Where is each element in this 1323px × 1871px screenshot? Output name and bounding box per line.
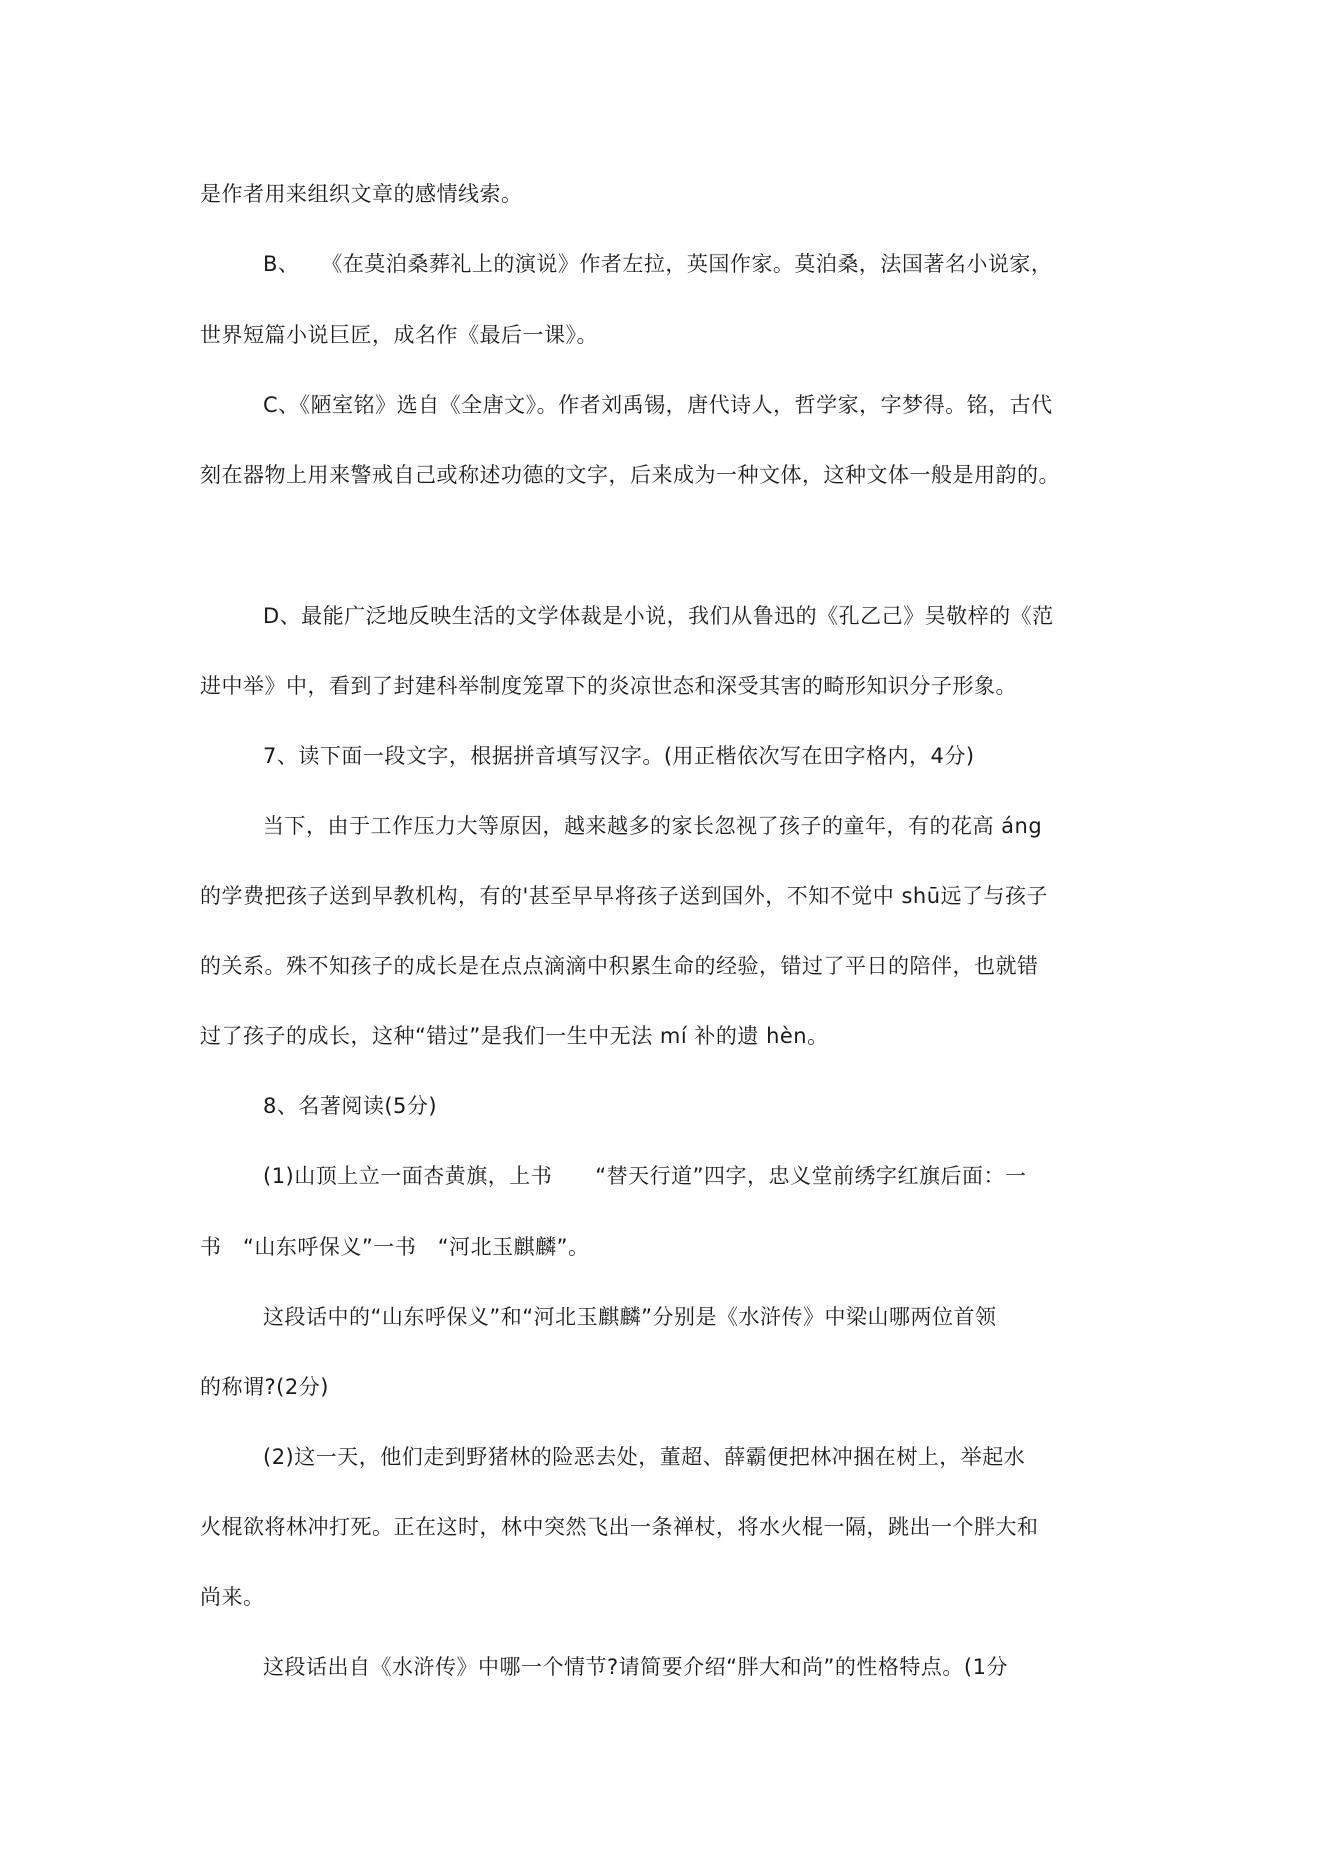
question-7-passage-line-3: 的关系。殊不知孩子的成长是在点点滴滴中积累生命的经验，错过了平日的陪伴，也就错 [200, 954, 1039, 978]
question-7-heading: 7、读下面一段文字，根据拼音填写汉字。(用正楷依次写在田字格内，4分) [263, 744, 975, 768]
question-8-part-2-line-1: (2)这一天，他们走到野猪林的险恶去处，董超、薛霸便把林冲捆在树上，举起水 [263, 1445, 1026, 1469]
question-8-heading: 8、名著阅读(5分) [263, 1094, 438, 1118]
question-7-passage-line-2: 的学费把孩子送到早教机构，有的'甚至早早将孩子送到国外，不知不觉中 shū远了与孩子 [200, 884, 1049, 908]
option-d-line-1: D、最能广泛地反映生活的文学体裁是小说，我们从鲁迅的《孔乙己》吴敬梓的《范 [263, 604, 1054, 628]
option-b-line-1: B、 《在莫泊桑葬礼上的演说》作者左拉，英国作家。莫泊桑，法国著名小说家， [263, 252, 1053, 276]
option-d-line-2: 进中举》中，看到了封建科举制度笼罩下的炎凉世态和深受其害的畸形知识分子形象。 [200, 674, 1017, 698]
question-8-part-1-prompt-1: 这段话中的“山东呼保义”和“河北玉麒麟”分别是《水浒传》中梁山哪两位首领 [263, 1305, 997, 1329]
question-8-part-1-line-2: 书 “山东呼保义”一书 “河北玉麒麟”。 [200, 1235, 590, 1259]
question-8-part-2-line-2: 火棍欲将林冲打死。正在这时，林中突然飞出一条禅杖，将水火棍一隔，跳出一个胖大和 [200, 1515, 1039, 1539]
question-7-passage-line-1: 当下，由于工作压力大等原因，越来越多的家长忽视了孩子的童年，有的花高 áng [263, 814, 1043, 838]
text-line-continuation: 是作者用来组织文章的感情线索。 [200, 182, 523, 206]
option-c-line-1: C、《陋室铭》选自《全唐文》。作者刘禹锡，唐代诗人，哲学家，字梦得。铭，古代 [263, 393, 1053, 417]
question-8-part-2-line-3: 尚来。 [200, 1585, 265, 1609]
question-8-part-2-prompt: 这段话出自《水浒传》中哪一个情节?请简要介绍“胖大和尚”的性格特点。(1分 [263, 1655, 1008, 1679]
option-c-line-2: 刻在器物上用来警戒自己或称述功德的文字，后来成为一种文体，这种文体一般是用韵的。 [200, 463, 1060, 487]
option-b-line-2: 世界短篇小说巨匠，成名作《最后一课》。 [200, 323, 598, 347]
question-7-passage-line-4: 过了孩子的成长，这种“错过”是我们一生中无法 mí 补的遗 hèn。 [200, 1024, 829, 1048]
question-8-part-1-line-1: (1)山顶上立一面杏黄旗，上书 “替天行道”四字，忠义堂前绣字红旗后面：一 [263, 1164, 1027, 1188]
question-8-part-1-prompt-2: 的称谓?(2分) [200, 1375, 329, 1399]
